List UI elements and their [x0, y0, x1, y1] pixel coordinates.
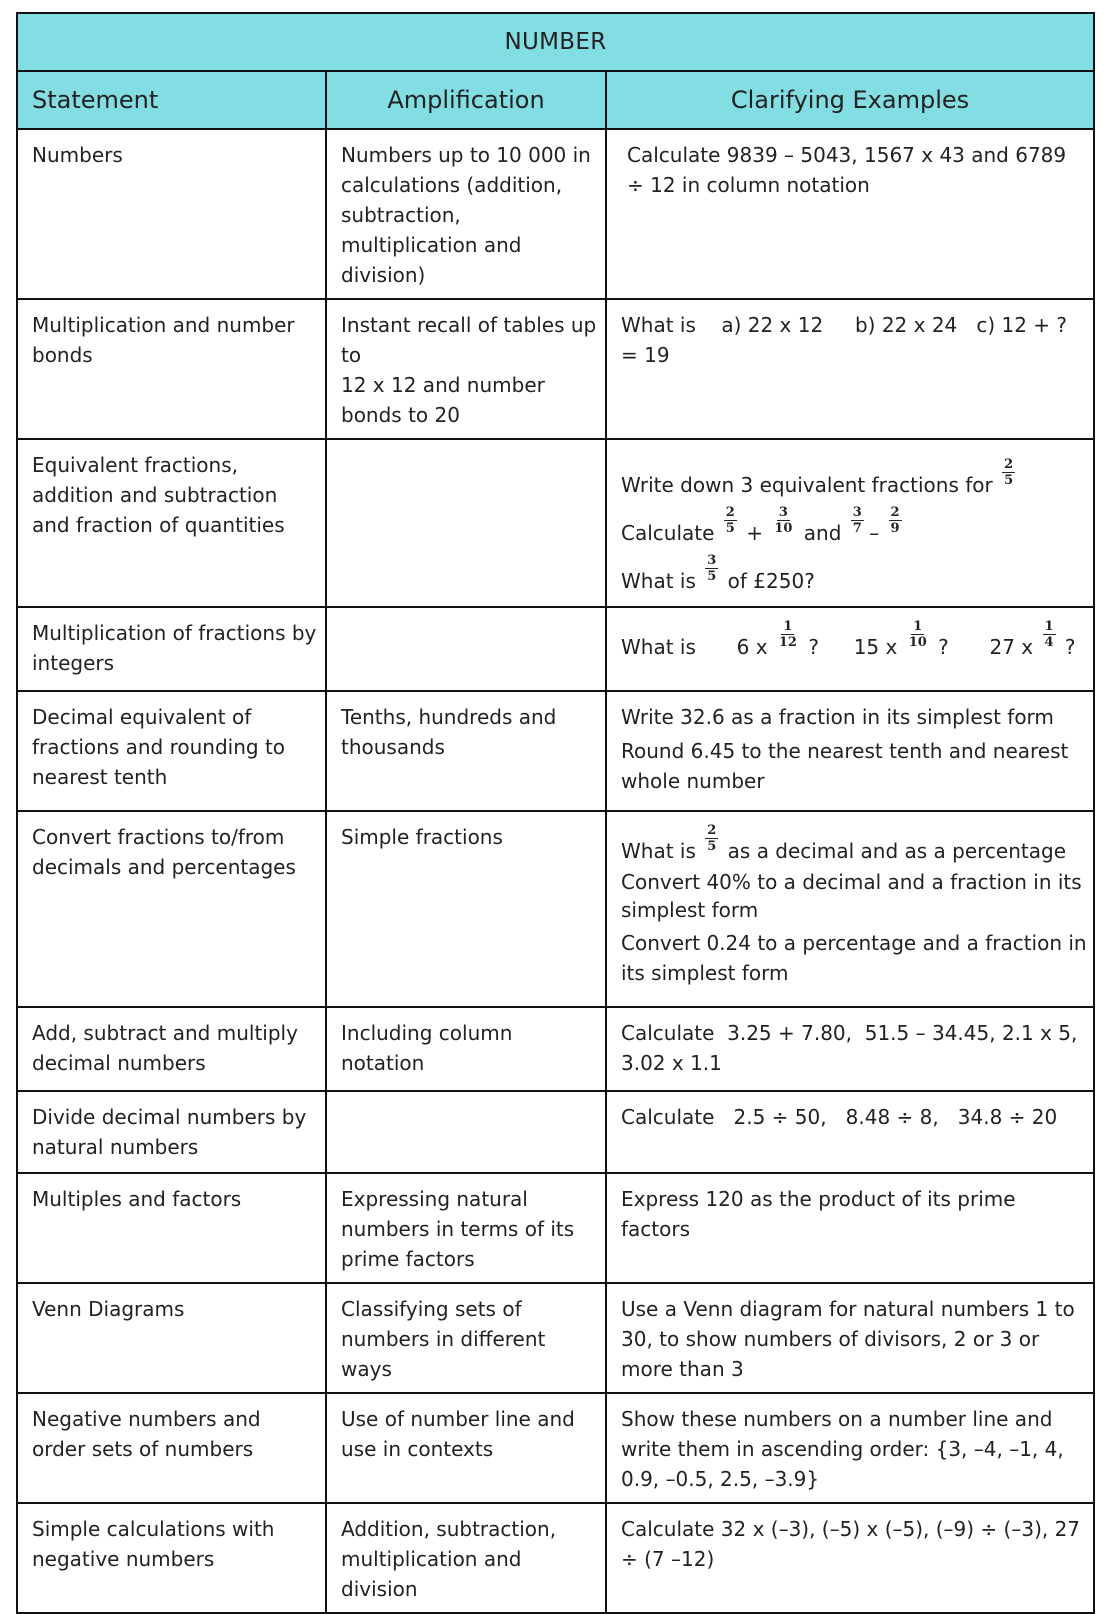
- example-line: [621, 457, 1087, 502]
- statement-cell: Negative numbers and order sets of numbers: [17, 1393, 326, 1503]
- fraction: $\frac{1}{10}$: [908, 619, 927, 650]
- statement-cell: Numbers: [17, 129, 326, 299]
- example-text: Calculate: [621, 521, 715, 545]
- example-line: Show these numbers on a number line and write them in ascending order: {3, –4, –1, 4, 0.9, –0.5, 2.5, –3.9}: [621, 1407, 1064, 1491]
- amplification-cell: Classifying sets of numbers in different ways: [326, 1283, 606, 1393]
- examples-cell: [606, 811, 1094, 1007]
- examples-cell: [606, 1173, 1094, 1283]
- example-line: Round 6.45 to the nearest tenth and nearest whole number: [621, 739, 1069, 793]
- example-text: What is: [621, 839, 696, 863]
- amplification-cell: Simple fractions: [326, 811, 606, 1007]
- table-row: [17, 691, 1094, 811]
- fraction: $\frac{2}{5}$: [725, 505, 735, 536]
- amplification-cell: Numbers up to 10 000 in calculations (addition, subtraction, multiplication and division): [326, 129, 606, 299]
- fraction: $\frac{2}{5}$: [1004, 457, 1014, 488]
- example-text: as a decimal and as a percentage: [727, 839, 1066, 863]
- examples-cell: [606, 607, 1094, 691]
- amplification-cell: [326, 439, 606, 607]
- example-line: [621, 619, 1087, 664]
- example-text: 6 x: [736, 635, 768, 659]
- table-row: [17, 299, 1094, 439]
- example-line: Use a Venn diagram for natural numbers 1 to 30, to show numbers of divisors, 2 or 3 or more than 3: [621, 1297, 1075, 1381]
- example-line: What is a) 22 x 12 b) 22 x 24 c) 12 + ? = 19: [621, 313, 1074, 367]
- amplification-line: Instant recall of tables up to: [341, 313, 597, 367]
- example-line: Calculate 9839 – 5043, 1567 x 43 and 6789 ÷ 12 in column notation: [627, 143, 1067, 197]
- examples-cell: [606, 1283, 1094, 1393]
- amplification-cell: Use of number line and use in contexts: [326, 1393, 606, 1503]
- example-line: Write 32.6 as a fraction in its simplest form: [621, 705, 1054, 729]
- statement-cell: Multiplication and number bonds: [17, 299, 326, 439]
- statement-cell: Equivalent fractions, addition and subtraction and fraction of quantities: [17, 439, 326, 607]
- statement-cell: Simple calculations with negative numbers: [17, 1503, 326, 1613]
- table-row: [17, 1007, 1094, 1091]
- statement-cell: Convert fractions to/from decimals and percentages: [17, 811, 326, 1007]
- examples-cell: [606, 1393, 1094, 1503]
- fraction: $\frac{1}{12}$: [778, 619, 797, 650]
- amplification-cell: [326, 299, 606, 439]
- amplification-cell: Expressing natural numbers in terms of its prime factors: [326, 1173, 606, 1283]
- examples-cell: [606, 691, 1094, 811]
- example-text: Write down 3 equivalent fractions for: [621, 473, 993, 497]
- amplification-cell: [326, 1091, 606, 1173]
- table-row: [17, 129, 1094, 299]
- examples-cell: [606, 439, 1094, 607]
- example-text: +: [746, 521, 763, 545]
- amplification-line: 12 x 12 and number bonds to 20: [341, 373, 545, 427]
- examples-cell: [606, 299, 1094, 439]
- example-line: Calculate 32 x (–3), (–5) x (–5), (–9) ÷ (–3), 27 ÷ (7 –12): [621, 1517, 1081, 1571]
- example-text: of £250?: [727, 569, 815, 593]
- example-text: What is: [621, 569, 696, 593]
- statement-cell: Multiples and factors: [17, 1173, 326, 1283]
- example-text: What is: [621, 635, 696, 659]
- example-line: Calculate 2.5 ÷ 50, 8.48 ÷ 8, 34.8 ÷ 20: [621, 1105, 1058, 1129]
- statement-cell: Venn Diagrams: [17, 1283, 326, 1393]
- fraction: $\frac{2}{5}$: [707, 823, 717, 854]
- table-row: [17, 1503, 1094, 1613]
- fraction: $\frac{3}{7}$: [852, 505, 862, 536]
- fraction: $\frac{1}{4}$: [1044, 619, 1054, 650]
- example-text: ?: [1064, 635, 1076, 659]
- example-line: [621, 823, 1087, 868]
- amplification-cell: [326, 607, 606, 691]
- example-text: and: [803, 521, 842, 545]
- examples-cell: [606, 1007, 1094, 1091]
- table-row: [17, 1283, 1094, 1393]
- fraction: $\frac{3}{5}$: [707, 553, 717, 584]
- examples-cell: [606, 1503, 1094, 1613]
- header-amplification: Amplification: [326, 71, 606, 129]
- table-row: [17, 607, 1094, 691]
- amplification-cell: Addition, subtraction, multiplication and division: [326, 1503, 606, 1613]
- table-row: [17, 1091, 1094, 1173]
- table-row: [17, 439, 1094, 607]
- fraction: $\frac{3}{10}$: [774, 505, 793, 536]
- header-clarifying-examples: Clarifying Examples: [606, 71, 1094, 129]
- header-statement: Statement: [17, 71, 326, 129]
- example-line: Convert 0.24 to a percentage and a fraction in its simplest form: [621, 931, 1087, 985]
- example-line: Express 120 as the product of its prime factors: [621, 1187, 1016, 1241]
- table-row: [17, 1393, 1094, 1503]
- example-text: 15 x: [853, 635, 898, 659]
- example-text: 27 x: [989, 635, 1034, 659]
- number-table: [16, 12, 1095, 1614]
- example-text: ?: [938, 635, 949, 659]
- statement-cell: Multiplication of fractions by integers: [17, 607, 326, 691]
- statement-cell: Divide decimal numbers by natural numbers: [17, 1091, 326, 1173]
- statement-cell: Decimal equivalent of fractions and rounding to nearest tenth: [17, 691, 326, 811]
- fraction: $\frac{2}{9}$: [890, 505, 900, 536]
- example-text: ?: [808, 635, 819, 659]
- statement-cell: Add, subtract and multiply decimal numbers: [17, 1007, 326, 1091]
- table-title: NUMBER: [17, 13, 1094, 71]
- amplification-cell: Including column notation: [326, 1007, 606, 1091]
- table-row: [17, 1173, 1094, 1283]
- example-line: [621, 553, 1087, 598]
- example-line: Calculate 3.25 + 7.80, 51.5 – 34.45, 2.1 x 5, 3.02 x 1.1: [621, 1021, 1084, 1075]
- examples-cell: [606, 129, 1094, 299]
- example-text: –: [869, 521, 880, 545]
- example-line: [621, 505, 1087, 550]
- examples-cell: [606, 1091, 1094, 1173]
- table-row: [17, 811, 1094, 1007]
- example-line: Convert 40% to a decimal and a fraction in its simplest form: [621, 870, 1082, 922]
- amplification-cell: Tenths, hundreds and thousands: [326, 691, 606, 811]
